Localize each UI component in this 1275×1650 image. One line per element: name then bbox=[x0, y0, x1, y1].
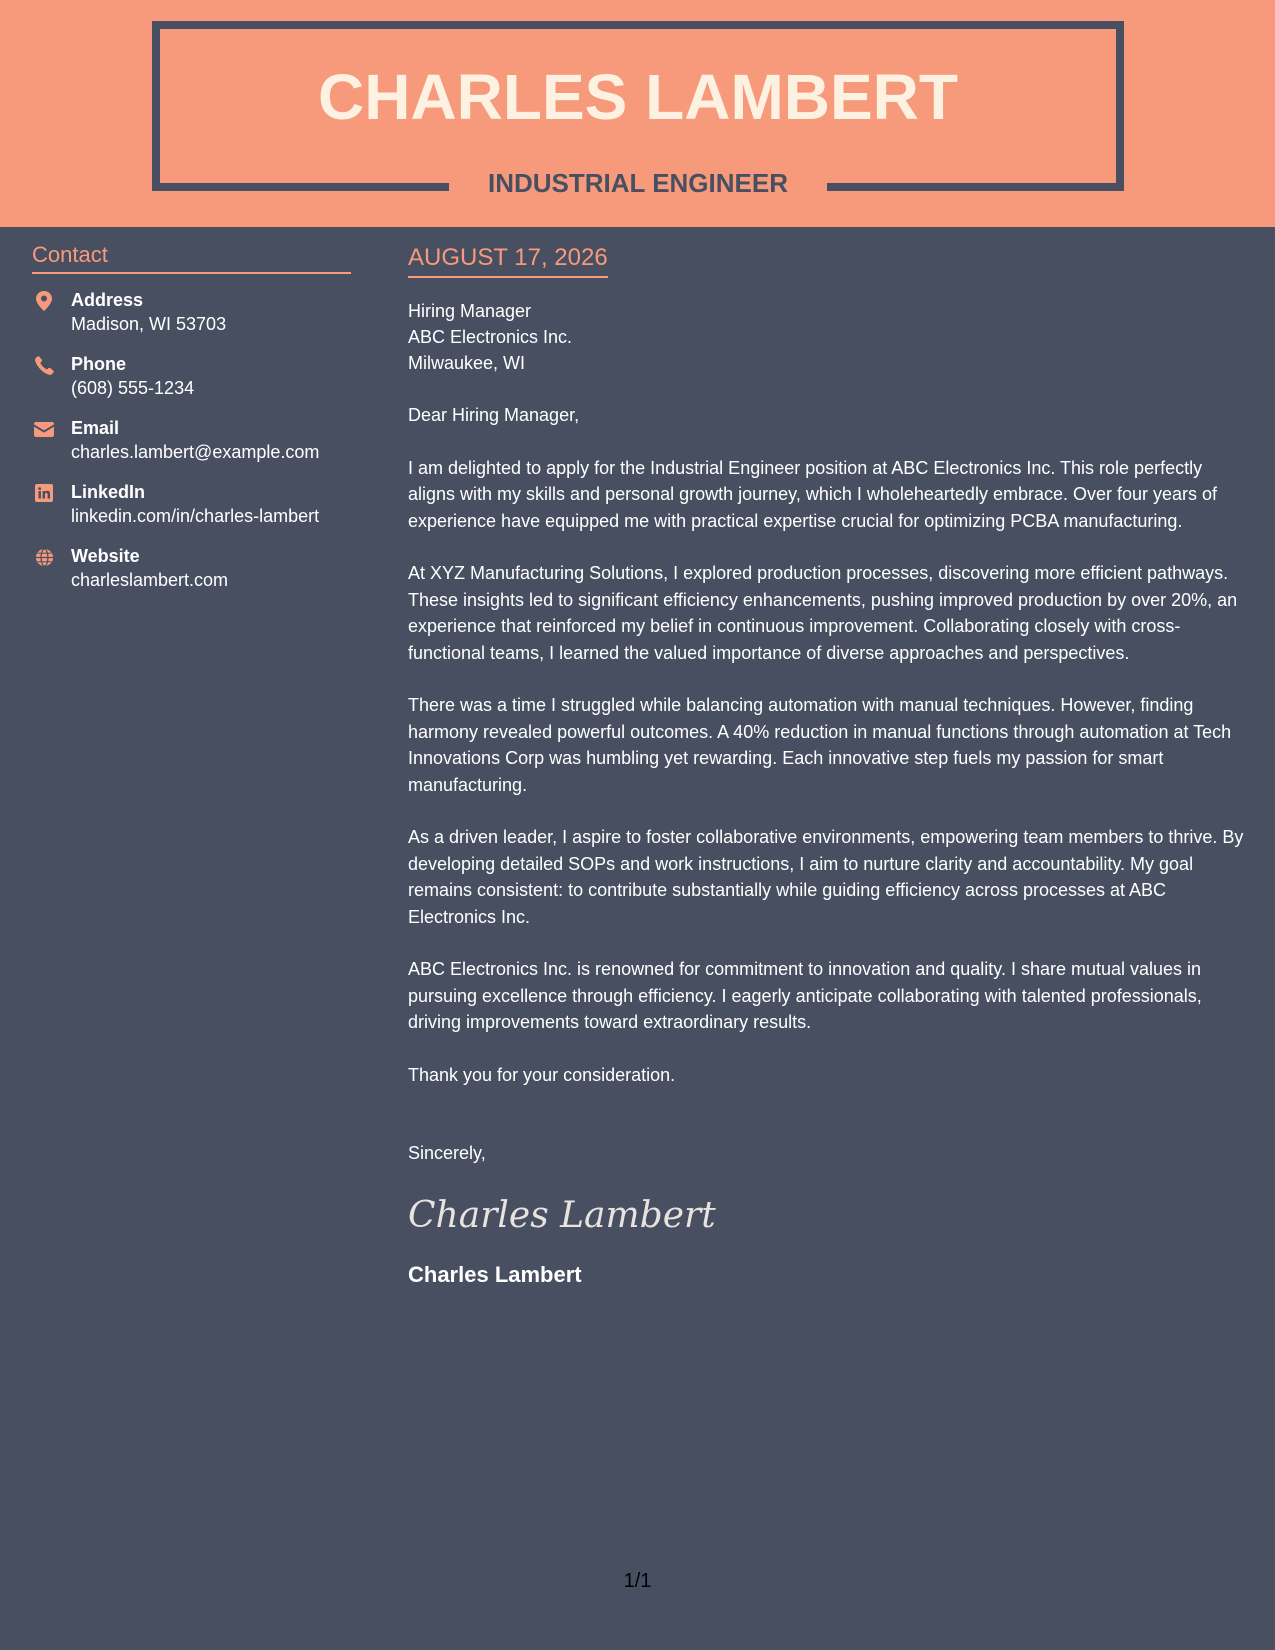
contact-item-email bbox=[32, 416, 351, 464]
letter-content bbox=[408, 402, 1248, 1088]
contact-value: charles.lambert@example.com bbox=[71, 442, 320, 462]
contact-item-linkedin bbox=[32, 480, 351, 528]
contact-label: Address bbox=[71, 290, 144, 310]
globe-icon bbox=[34, 547, 54, 567]
signer-name: Charles Lambert bbox=[408, 1262, 582, 1287]
contact-item-website bbox=[32, 544, 351, 592]
contact-value: Madison, WI 53703 bbox=[71, 314, 227, 334]
contact-sidebar bbox=[32, 242, 351, 608]
handwritten-signature: Charles Lambert bbox=[408, 1195, 716, 1236]
contact-label: Website bbox=[71, 546, 140, 566]
recipient-line: Milwaukee, WI bbox=[408, 353, 526, 373]
header-frame-bottom-left bbox=[152, 183, 449, 191]
letter-date: AUGUST 17, 2026 bbox=[408, 244, 608, 278]
letter-paragraph: I am delighted to apply for the Industrial Engineer position at ABC Electronics Inc. This role perfectly aligns with my skills and personal growth journey, which I wholeheartedly embrace. Over four years of experience have equipped me with practical expertise crucial for optimizing PCBA manufacturing. bbox=[408, 457, 1218, 531]
letter-body bbox=[408, 244, 1248, 1288]
map-pin-icon bbox=[34, 291, 54, 311]
letter-paragraph: At XYZ Manufacturing Solutions, I explored production processes, discovering more efficient pathways. These insights led to significant efficiency enhancements, pushing improved production by over 20%, an experience that reinforced my belief in continuous improvement. Collaborating closely with cross-functional teams, I learned the valued importance of diverse approaches and perspectives. bbox=[408, 563, 1238, 663]
closing: Sincerely, bbox=[408, 1143, 486, 1163]
letter-paragraph: There was a time I struggled while balancing automation with manual techniques. However, finding harmony revealed powerful outcomes. A 40% reduction in manual functions through automation at Tech Innovations Corp was humbling yet rewarding. Each innovative step fuels my passion for smart manufacturing. bbox=[408, 695, 1232, 795]
contact-value: linkedin.com/in/charles-lambert bbox=[71, 506, 320, 526]
contact-heading: Contact bbox=[32, 242, 351, 274]
linkedin-icon bbox=[34, 483, 54, 503]
letter-paragraph: ABC Electronics Inc. is renowned for commitment to innovation and quality. I share mutual values in pursuing excellence through efficiency. I eagerly anticipate collaborating with talented professionals, driving improvements toward extraordinary results. bbox=[408, 959, 1202, 1032]
contact-label: LinkedIn bbox=[71, 482, 146, 502]
header-banner bbox=[0, 0, 1275, 227]
salutation: Dear Hiring Manager, bbox=[408, 405, 580, 425]
contact-value: (608) 555-1234 bbox=[71, 378, 195, 398]
contact-value: charleslambert.com bbox=[71, 570, 229, 590]
letter-paragraph: As a driven leader, I aspire to foster collaborative environments, empowering team members to thrive. By developing detailed SOPs and work instructions, I aim to nurture clarity and accountability. My goal remains consistent: to contribute substantially while guiding efficiency across processes at ABC Electronics Inc. bbox=[408, 827, 1244, 927]
phone-icon bbox=[34, 355, 54, 375]
recipient-line: ABC Electronics Inc. bbox=[408, 327, 573, 347]
page-number: 1/1 bbox=[623, 1570, 652, 1592]
applicant-name: CHARLES LAMBERT bbox=[318, 61, 958, 133]
recipient-block bbox=[408, 298, 1248, 376]
contact-item-phone bbox=[32, 352, 351, 400]
recipient-line: Hiring Manager bbox=[408, 301, 532, 321]
header-frame-bottom-right bbox=[827, 183, 1124, 191]
contact-label: Phone bbox=[71, 354, 127, 374]
contact-item-address bbox=[32, 288, 351, 336]
contact-label: Email bbox=[71, 418, 120, 438]
letter-paragraph: Thank you for your consideration. bbox=[408, 1064, 676, 1085]
job-title: INDUSTRIAL ENGINEER bbox=[488, 168, 788, 198]
envelope-icon bbox=[34, 419, 54, 439]
